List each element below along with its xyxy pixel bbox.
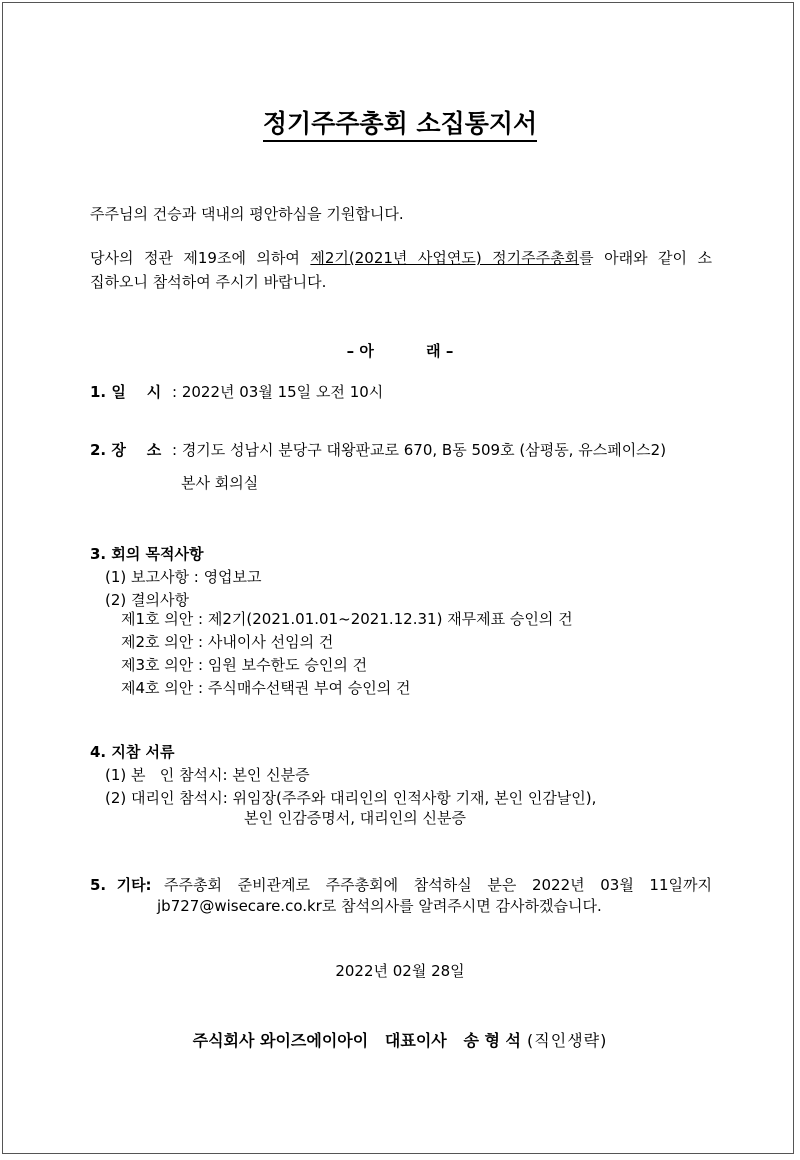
date-value: : 2022년 03월 15일 오전 10시 — [172, 383, 384, 401]
signature — [0, 1028, 800, 1051]
place-value: : 경기도 성남시 분당구 대왕판교로 670, B동 509호 (삼평동, 유스페이스2) — [172, 441, 667, 459]
other-text-2: jb727@wisecare.co.kr로 참석의사를 알려주시면 감사하겠습니다. — [157, 897, 602, 915]
notice-date: 2022년 02월 28일 — [335, 962, 465, 980]
meeting-name: 제2기(2021년 사업연도) 정기주주총회 — [310, 249, 580, 267]
proposal-4: 제4호 의안 : 주식매수선택권 부여 승인의 건 — [121, 679, 411, 697]
below-heading: – 아 래 – — [346, 342, 454, 360]
agenda-report: (1) 보고사항 : 영업보고 — [105, 568, 262, 586]
intro-line-1: 당사의 정관 제19조에 의하여 제2기(2021년 사업연도) 정기주주총회를 아래와 같이 소 — [90, 249, 712, 267]
documents-heading: 4. 지참 서류 — [90, 743, 175, 761]
agenda-heading: 3. 회의 목적사항 — [90, 545, 204, 563]
documents-self: (1) 본 인 참석시: 본인 신분증 — [105, 766, 310, 784]
place-value-2: 본사 회의실 — [181, 474, 259, 492]
other-text: 주주총회 준비관계로 주주총회에 참석하실 분은 2022년 03월 11일까지 — [164, 876, 712, 894]
agenda-resolution: (2) 결의사항 — [105, 591, 189, 609]
proposal-1: 제1호 의안 : 제2기(2021.01.01~2021.12.31) 재무제표 승인의 건 — [121, 610, 573, 628]
signature-main: 주식회사 와이즈에이아이 대표이사 송 형 석 — [192, 1031, 521, 1050]
greeting: 주주님의 건승과 댁내의 평안하심을 기원합니다. — [90, 205, 404, 223]
seal-omitted-note: (직인생략) — [520, 1031, 608, 1050]
other-label: 5. 기타: — [90, 876, 152, 894]
intro-line-2: 집하오니 참석하여 주시기 바랍니다. — [90, 273, 327, 291]
documents-proxy: (2) 대리인 참석시: 위임장(주주와 대리인의 인적사항 기재, 본인 인감날인), — [105, 789, 597, 807]
proposal-2: 제2호 의안 : 사내이사 선임의 건 — [121, 633, 334, 651]
page-title: 정기주주총회 소집통지서 — [0, 104, 800, 140]
date-label: 1. 일 시 — [90, 383, 162, 401]
proposal-3: 제3호 의안 : 임원 보수한도 승인의 건 — [121, 656, 368, 674]
place-label: 2. 장 소 — [90, 441, 162, 459]
documents-proxy-2: 본인 인감증명서, 대리인의 신분증 — [244, 809, 466, 827]
